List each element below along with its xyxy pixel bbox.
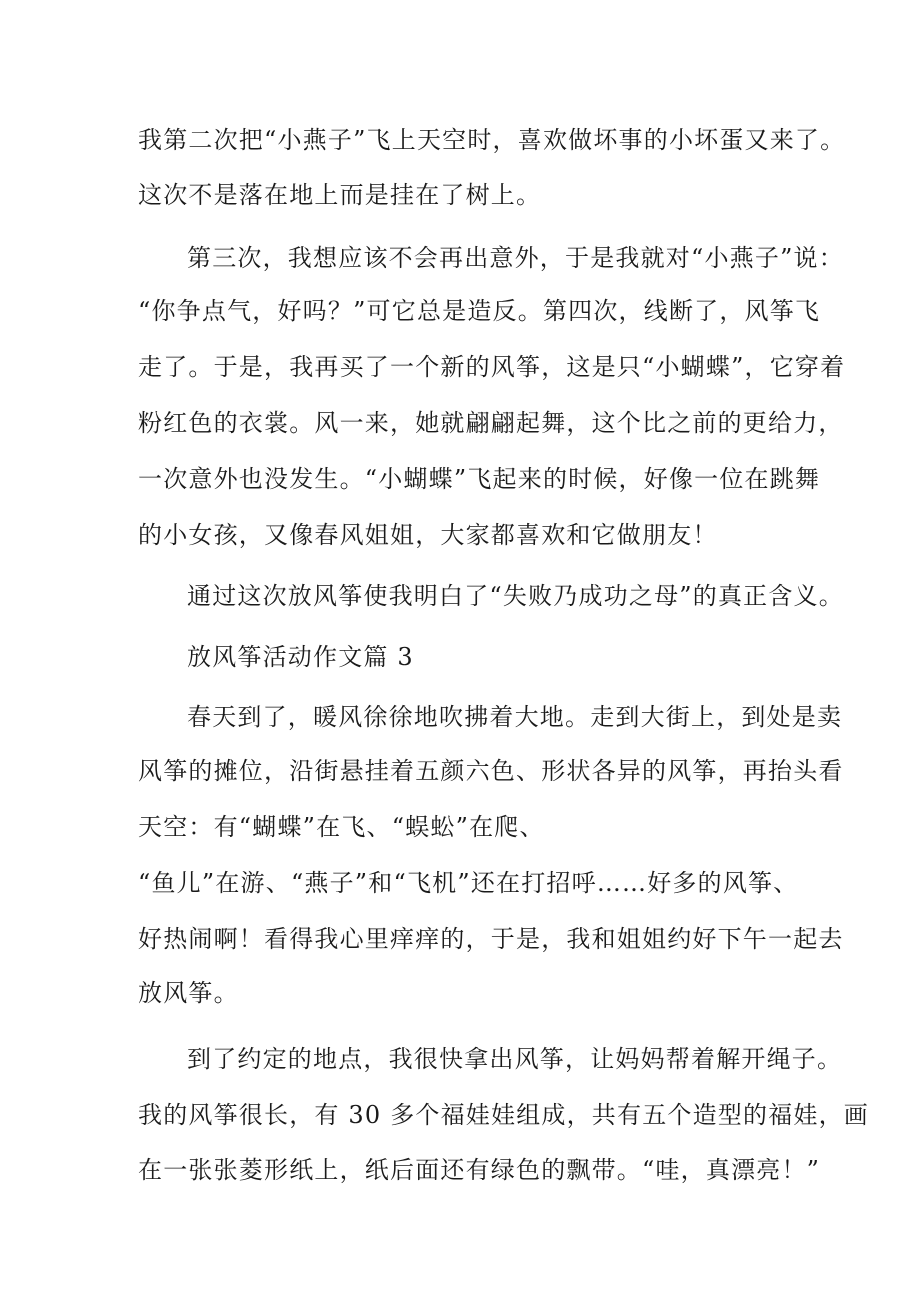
text-line: “鱼儿”在游、“燕子”和“飞机”还在打招呼……好多的风筝、 [138, 869, 799, 897]
text-line: 好热闹啊！看得我心里痒痒的，于是，我和姐姐约好下午一起去 [138, 925, 844, 953]
text-line: 春天到了，暖风徐徐地吹拂着大地。走到大街上，到处是卖 [187, 703, 843, 731]
text-line: 我第二次把“小燕子”飞上天空时，喜欢做坏事的小坏蛋又来了。 [138, 126, 846, 154]
text-line: 天空：有“蝴蝶”在飞、“蜈蚣”在爬、 [138, 813, 545, 841]
text-line: 风筝的摊位，沿街悬挂着五颜六色、形状各异的风筝，再抬头看 [138, 757, 844, 785]
text-line: 放风筝。 [138, 979, 239, 1007]
text-line: 通过这次放风筝使我明白了“失败乃成功之母”的真正含义。 [187, 582, 844, 610]
section-heading: 放风筝活动作文篇 3 [187, 643, 414, 671]
text-line: 到了约定的地点，我很快拿出风筝，让妈妈帮着解开绳子。 [187, 1045, 843, 1073]
text-line: 一次意外也没发生。“小蝴蝶”飞起来的时候，好像一位在跳舞 [138, 465, 821, 493]
text-line: “你争点气，好吗？”可它总是造反。第四次，线断了，风筝飞 [138, 297, 821, 325]
text-line: 第三次，我想应该不会再出意外，于是我就对“小燕子”说： [187, 244, 844, 272]
text-line: 我的风筝很长，有 30 多个福娃娃组成，共有五个造型的福娃，画 [138, 1101, 869, 1129]
text-line: 的小女孩，又像春风姐姐，大家都喜欢和它做朋友！ [138, 521, 718, 549]
text-line: 走了。于是，我再买了一个新的风筝，这是只“小蝴蝶”，它穿着 [138, 353, 846, 381]
text-line: 粉红色的衣裳。风一来，她就翩翩起舞，这个比之前的更给力， [138, 409, 844, 437]
text-line: 在一张张菱形纸上，纸后面还有绿色的飘带。“哇，真漂亮！” [138, 1156, 821, 1184]
text-line: 这次不是落在地上而是挂在了树上。 [138, 181, 542, 209]
